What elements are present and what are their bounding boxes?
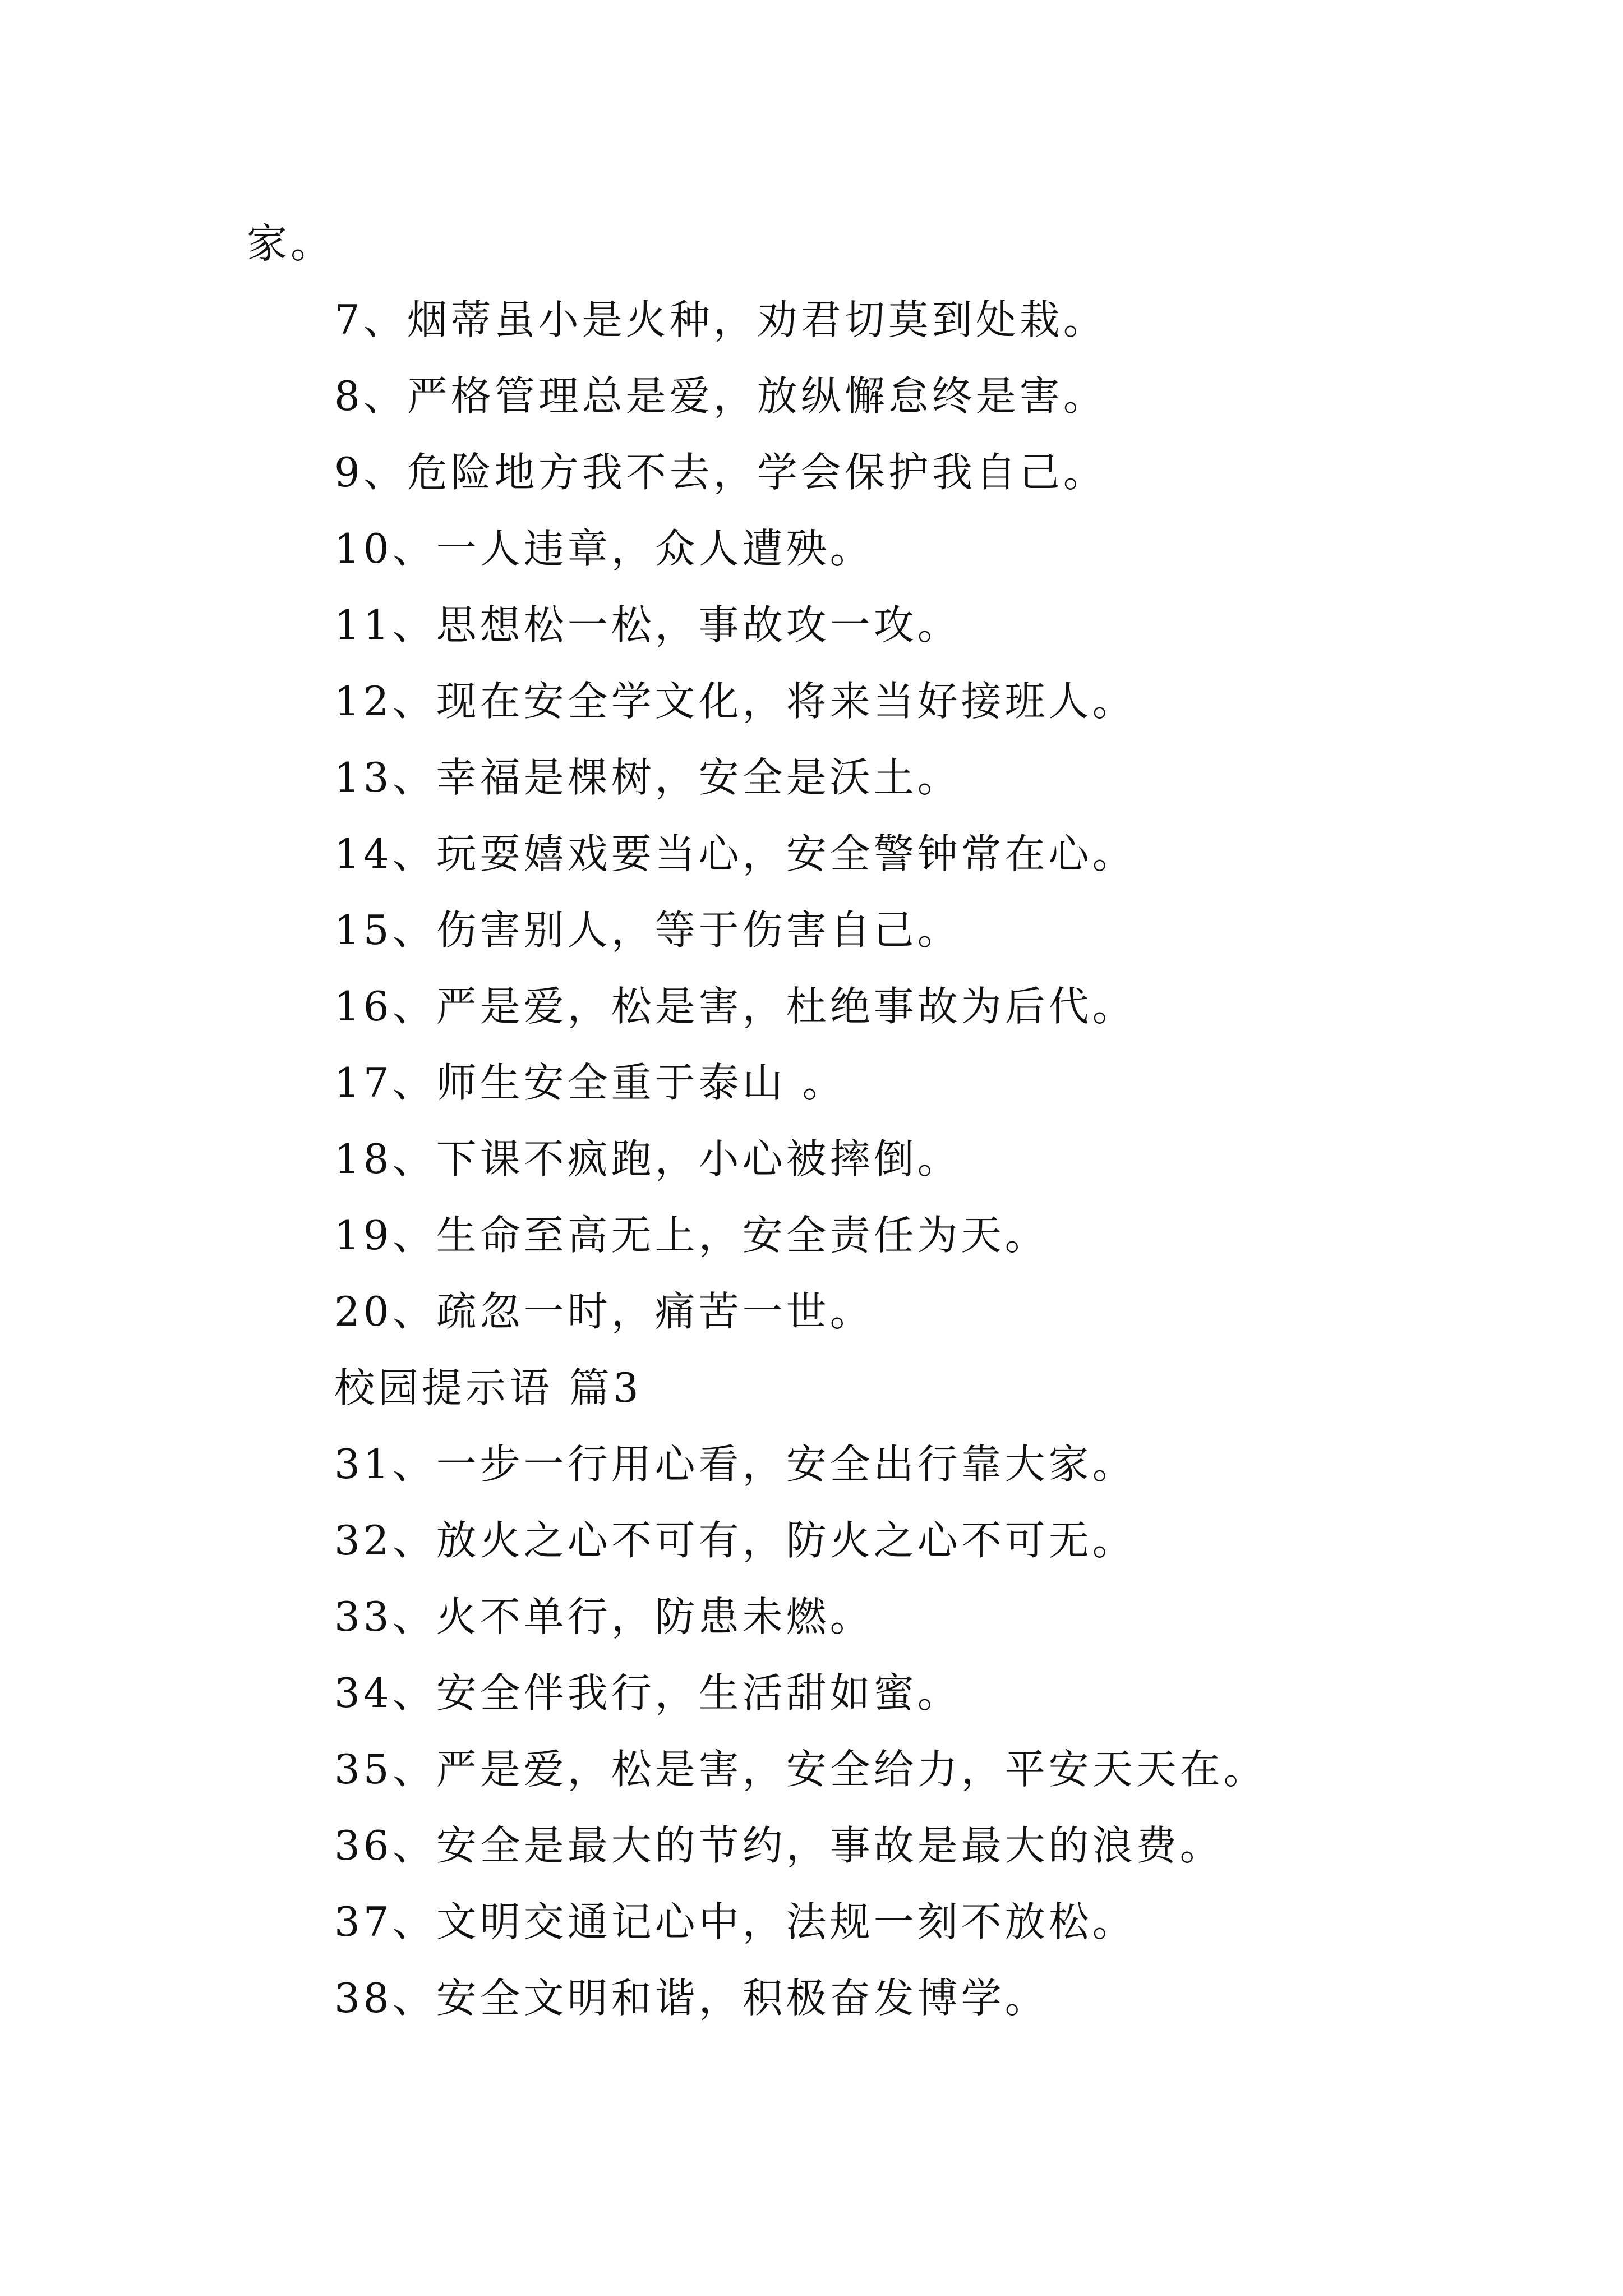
list-item: 36、安全是最大的节约，事故是最大的浪费。 (334, 1822, 1224, 1869)
list-item: 20、疏忽一时，痛苦一世。 (334, 1288, 874, 1335)
continuation-text: 家。 (247, 220, 335, 267)
list-item: 15、伤害别人，等于伤害自己。 (334, 907, 961, 954)
list-item: 10、一人违章，众人遭殃。 (334, 525, 874, 572)
list-item: 18、下课不疯跑，小心被摔倒。 (334, 1135, 961, 1182)
list-item: 34、安全伴我行，生活甜如蜜。 (334, 1669, 961, 1717)
list-item: 8、严格管理总是爱，放纵懈怠终是害。 (334, 372, 1107, 420)
list-item: 38、安全文明和谐，积极奋发博学。 (334, 1975, 1049, 2022)
list-item: 33、火不单行，防患未燃。 (334, 1593, 874, 1640)
list-item: 12、现在安全学文化，将来当好接班人。 (334, 678, 1136, 725)
list-item: 13、幸福是棵树，安全是沃土。 (334, 754, 961, 801)
list-item: 11、思想松一松，事故攻一攻。 (334, 601, 961, 648)
list-item: 35、严是爱，松是害，安全给力，平安天天在。 (334, 1746, 1267, 1793)
list-item: 9、危险地方我不去，学会保护我自己。 (334, 449, 1107, 496)
list-item: 31、一步一行用心看，安全出行靠大家。 (334, 1441, 1136, 1488)
list-item: 37、文明交通记心中，法规一刻不放松。 (334, 1898, 1136, 1945)
list-item: 16、严是爱，松是害，杜绝事故为后代。 (334, 983, 1136, 1030)
list-item: 32、放火之心不可有，防火之心不可无。 (334, 1517, 1136, 1564)
section-heading: 校园提示语 篇3 (334, 1364, 642, 1411)
list-item: 14、玩耍嬉戏要当心，安全警钟常在心。 (334, 830, 1136, 877)
list-item: 17、师生安全重于泰山 。 (334, 1059, 846, 1106)
list-item: 7、烟蒂虽小是火种，劝君切莫到处栽。 (334, 296, 1107, 343)
list-item: 19、生命至高无上，安全责任为天。 (334, 1212, 1049, 1259)
